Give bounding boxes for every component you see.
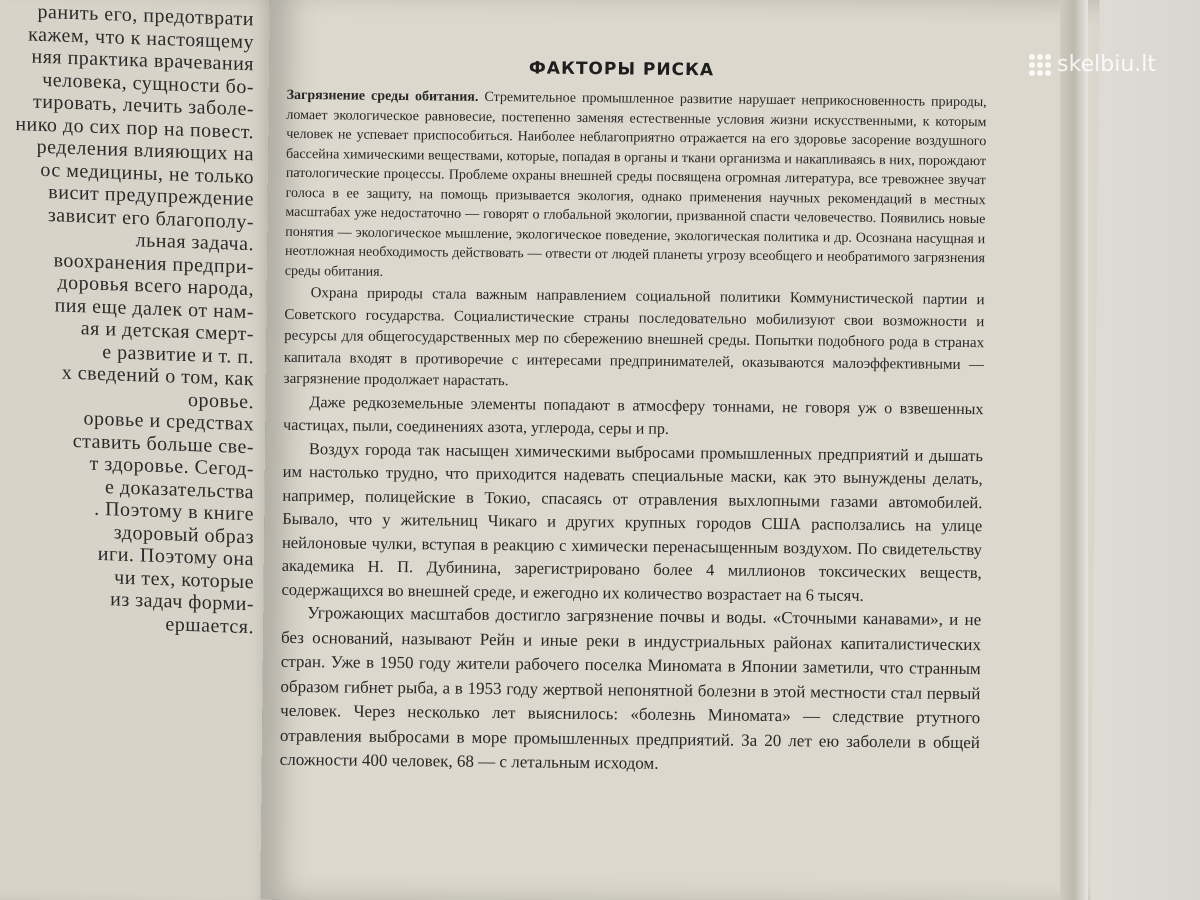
left-page-line: ранить его, предотврати <box>37 0 254 31</box>
left-page-line: кажем, что к настоящему <box>28 22 254 53</box>
paragraph-4: Воздух города так насыщен химическими выбросами промышленных предприятий и дышать им настолько трудно, что приходится надевать специальные маски, как это вынуждены делать, например, полицейские в Токио, спасаясь от отравления выхлопными газами автомобилей. Бывало, что у жительниц Чикаго и других крупных городов США расползались на улице нейлоновые чулки, вступая в реакцию с химически перенасыщенным воздухом. По свидетельству академика Н. П. Дубинина, зарегистрировано более 4 миллионов токсических веществ, содержащихся во внешней среде, и ежегодно их количество возрастает на 6 тысяч. <box>281 438 984 605</box>
left-page-line: тировать, лечить заболе- <box>32 90 254 121</box>
left-page-line: доровья всего народа, <box>57 271 254 301</box>
left-page-line: зависит его благополу- <box>47 203 254 233</box>
left-page-line: е доказательства <box>105 475 254 503</box>
paragraph-2: Охрана природы стала важным направлением социальной политики Коммунистической партии и Советского государства. Социалистические страны последовательно мобилизуют свои возможности и ресурсы для общегосударственных мер по сбережению внешней среды. Попытки подобного рода в странах капитала входят в противоречие с интересами предпринимателей, оказываются малоэффективными — загрязнение продолжает нарастать. <box>283 285 985 390</box>
watermark-text: skelbiu.lt <box>1057 52 1156 77</box>
left-page-line: здоровый образ <box>113 520 254 548</box>
left-page-line: е развитие и т. п. <box>102 340 254 368</box>
left-page-line: пия еще далек от нам- <box>54 293 254 323</box>
left-page-line: нико до сих пор на повест. <box>15 112 254 143</box>
left-page-line: ставить больше све- <box>72 429 254 458</box>
left-page-line: из задач форми- <box>110 588 254 616</box>
left-page-line: висит предупреждение <box>48 181 254 211</box>
left-page-line: ершается. <box>165 612 254 638</box>
left-page-line: оровье. <box>188 388 254 413</box>
left-page-line: человека, сущности бо- <box>42 68 254 98</box>
left-page-line: чи тех, которые <box>114 565 254 593</box>
paragraph-1 <box>285 86 987 288</box>
page-edge <box>1060 0 1088 900</box>
left-page-line: х сведений о том, как <box>61 361 254 391</box>
left-page-line: льная задача. <box>135 229 254 256</box>
left-page-text <box>0 0 254 638</box>
left-page-line: ос медицины, не только <box>40 158 254 188</box>
paragraph-lead: Загрязнение среды обитания. <box>286 87 479 105</box>
left-page-line: ределения влияющих на <box>36 135 254 166</box>
right-page <box>260 0 1099 900</box>
left-page-line: иги. Поэтому она <box>97 542 254 571</box>
watermark <box>1029 52 1156 77</box>
left-page <box>0 0 280 900</box>
paragraph-5: Угрожающих масштабов достигло загрязнение почвы и воды. «Сточными канавами», и не без оснований, называют Рейн и иные реки в индустриальных районах капиталистических стран. Уже в 1950 году жители рабочего поселка Миномата в Японии заметили, что странным образом гибнет рыба, а в 1953 году жертвой непонятной болезни в этой местности стал первый человек. Через несколько лет выяснилось: «болезнь Миномата» — следствие ртутного отравления выбросами в море промышленных предприятий. За 20 лет ею заболели в общей сложности 400 человек, 68 — с летальным исходом. <box>279 603 982 773</box>
left-page-line: няя практика врачевания <box>31 45 254 76</box>
left-page-line: ая и детская смерт- <box>80 317 254 346</box>
left-page-line: воохранения предпри- <box>53 248 254 278</box>
paragraph-3: Даже редкоземельные элементы попадают в атмосферу тоннами, не говоря уж о взвешенных частицах, пыли, соединениях азота, углерода, серы и пр. <box>283 393 984 438</box>
left-page-line: оровье и средствах <box>83 407 254 436</box>
paragraph-1-text: Стремительное промышленное развитие нарушает неприкосновенность природы, ломает экологическое равновесие, постепенно заменяя естественные условия жизни искусственными, к которым человек не успевает приспособиться. Наиболее неблагоприятно отражается на его здоровье засорение воздушного бассейна химическими веществами, которые, попадая в органы и ткани организма и накапливаясь в них, порождают патологические процессы. Проблеме охраны внешней среды посвящена огромная литература, все тревожнее звучат голоса в ее защиту, на помощь призывается экология, однако применения научных рекомендаций в местных масштабах уже недостаточно — говорят о глобальной экологии, призванной спасти человечество. Появились новые понятия — экологическое мышление, экологическое поведение, экологическая политика и др. Осознана насущная и неотложная необходимость действовать — отвести от людей планеты угрозу всеобщего и необратимого загрязнения среды обитания. <box>284 89 987 280</box>
left-page-line: т здоровье. Сегод- <box>89 452 254 481</box>
page-body <box>280 86 987 780</box>
section-title: ФАКТОРЫ РИСКА <box>528 58 715 81</box>
left-page-line: . Поэтому в книге <box>94 497 254 526</box>
watermark-logo-icon <box>1029 54 1051 76</box>
